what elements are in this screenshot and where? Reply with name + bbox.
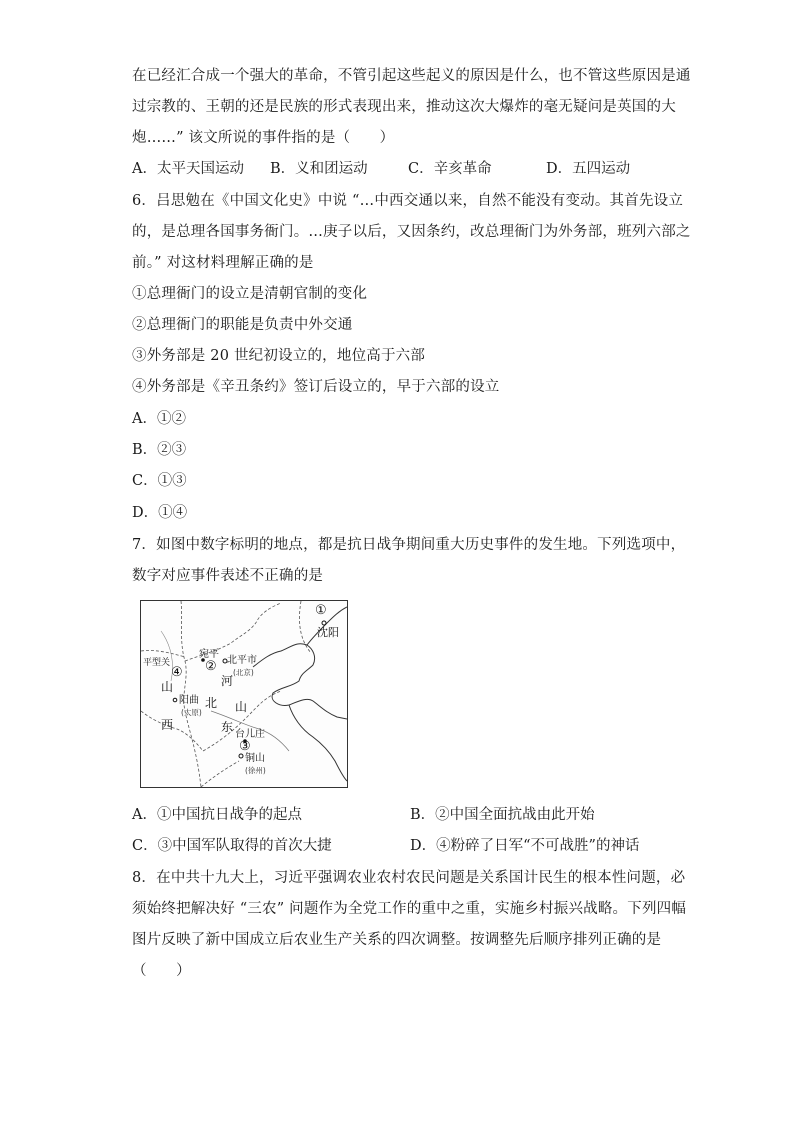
q7-option-b: B．②中国全面抗战由此开始 <box>410 807 595 823</box>
q6-option-a: A．①② <box>132 411 186 427</box>
q5-option-b: B．义和团运动 <box>270 161 368 177</box>
map-label-dong: 东 <box>221 720 234 734</box>
q6-option-d: D．①④ <box>132 505 188 521</box>
q5-text-line-2: 过宗教的、王朝的还是民族的形式表现出来，推动这次大爆炸的毫无疑问是英国的大 <box>132 99 676 115</box>
map-label-pingxingguan: 平型关 <box>143 658 171 668</box>
q7-text-line-2: 数字对应事件表述不正确的是 <box>132 568 324 584</box>
border-line <box>201 761 239 787</box>
q7-map <box>140 600 348 788</box>
map-label-he: 河 <box>221 674 234 688</box>
map-label-taierzhuang: 台儿庄 <box>235 729 265 740</box>
q8-text-line-4: （ ） <box>132 963 191 979</box>
map-label-n2: ② <box>205 659 217 674</box>
map-label-xuzhou-paren: (徐州) <box>245 766 266 775</box>
q7-option-a: A．①中国抗日战争的起点 <box>132 807 302 823</box>
city-marker-yangqu <box>173 698 177 702</box>
map-label-bei: 北 <box>205 696 218 710</box>
coastline <box>253 644 347 719</box>
q5-option-c: C．辛亥革命 <box>408 161 492 177</box>
q6-statement-2: ②总理衙门的职能是负责中外交通 <box>132 317 353 333</box>
q6-text-line-2: 的，是总理各国事务衙门。…庚子以后，又因条约，改总理衙门为外务部，班列六部之 <box>132 224 691 240</box>
map-label-n4: ④ <box>171 665 183 680</box>
map-label-beijing-paren: (北京) <box>233 668 254 677</box>
q8-text-line-2: 须始终把解决好 “三农” 问题作为全党工作的重中之重，实施乡村振兴战略。下列四幅 <box>132 901 687 917</box>
q7-text-line-1: 7．如图中数字标明的地点，都是抗日战争期间重大历史事件的发生地。下列选项中， <box>132 537 686 553</box>
map-label-yangqu: 阳曲 <box>179 695 199 706</box>
map-label-wanping: 宛平 <box>199 649 219 660</box>
q6-statement-1: ①总理衙门的设立是清朝官制的变化 <box>132 286 368 302</box>
q6-text-line-1: 6．吕思勉在《中国文化史》中说 “…中西交通以来，自然不能没有变动。其首先设立 <box>132 193 684 209</box>
border-line <box>299 601 311 653</box>
city-marker-tongshan <box>239 754 243 758</box>
q7-option-d: D．④粉碎了日军“不可战胜”的神话 <box>410 838 640 854</box>
map-label-shenyang: 沈阳 <box>317 626 339 639</box>
q8-text-line-1: 8．在中共十九大上，习近平强调农业农村农民问题是关系国计民生的根本性问题，必 <box>132 870 686 886</box>
q5-option-a: A．太平天国运动 <box>132 161 244 177</box>
map-label-beiping: 北平市 <box>227 655 257 666</box>
q6-option-c: C．①③ <box>132 473 187 489</box>
q5-text-line-3: 炮……” 该文所说的事件指的是（ ） <box>132 130 395 146</box>
map-label-xi: 西 <box>161 718 174 732</box>
border-line <box>181 601 201 787</box>
map-label-taiyuan-paren: (太原) <box>181 708 202 717</box>
city-marker-shenyang <box>322 621 326 625</box>
q5-option-d: D．五四运动 <box>546 161 631 177</box>
q6-statement-4: ④外务部是《辛丑条约》签订后设立的，早于六部的设立 <box>132 379 500 395</box>
map-label-tongshan: 铜山 <box>245 753 265 764</box>
q6-option-b: B．②③ <box>132 442 187 458</box>
q7-option-c: C．③中国军队取得的首次大捷 <box>132 838 332 854</box>
map-label-shan: 山 <box>161 680 174 694</box>
map-label-shan2: 山 <box>235 700 248 714</box>
q8-text-line-3: 图片反映了新中国成立后农业生产关系的四次调整。按调整先后顺序排列正确的是 <box>132 932 662 948</box>
coastline <box>289 705 347 781</box>
map-label-n1: ① <box>315 603 327 618</box>
q6-text-line-3: 前。” 对这材料理解正确的是 <box>132 255 314 271</box>
q6-statement-3: ③外务部是 20 世纪初设立的，地位高于六部 <box>132 348 426 364</box>
map-label-n3: ③ <box>239 739 251 754</box>
q5-text-line-1: 在已经汇合成一个强大的革命，不管引起这些起义的原因是什么，也不管这些原因是通 <box>132 68 691 84</box>
